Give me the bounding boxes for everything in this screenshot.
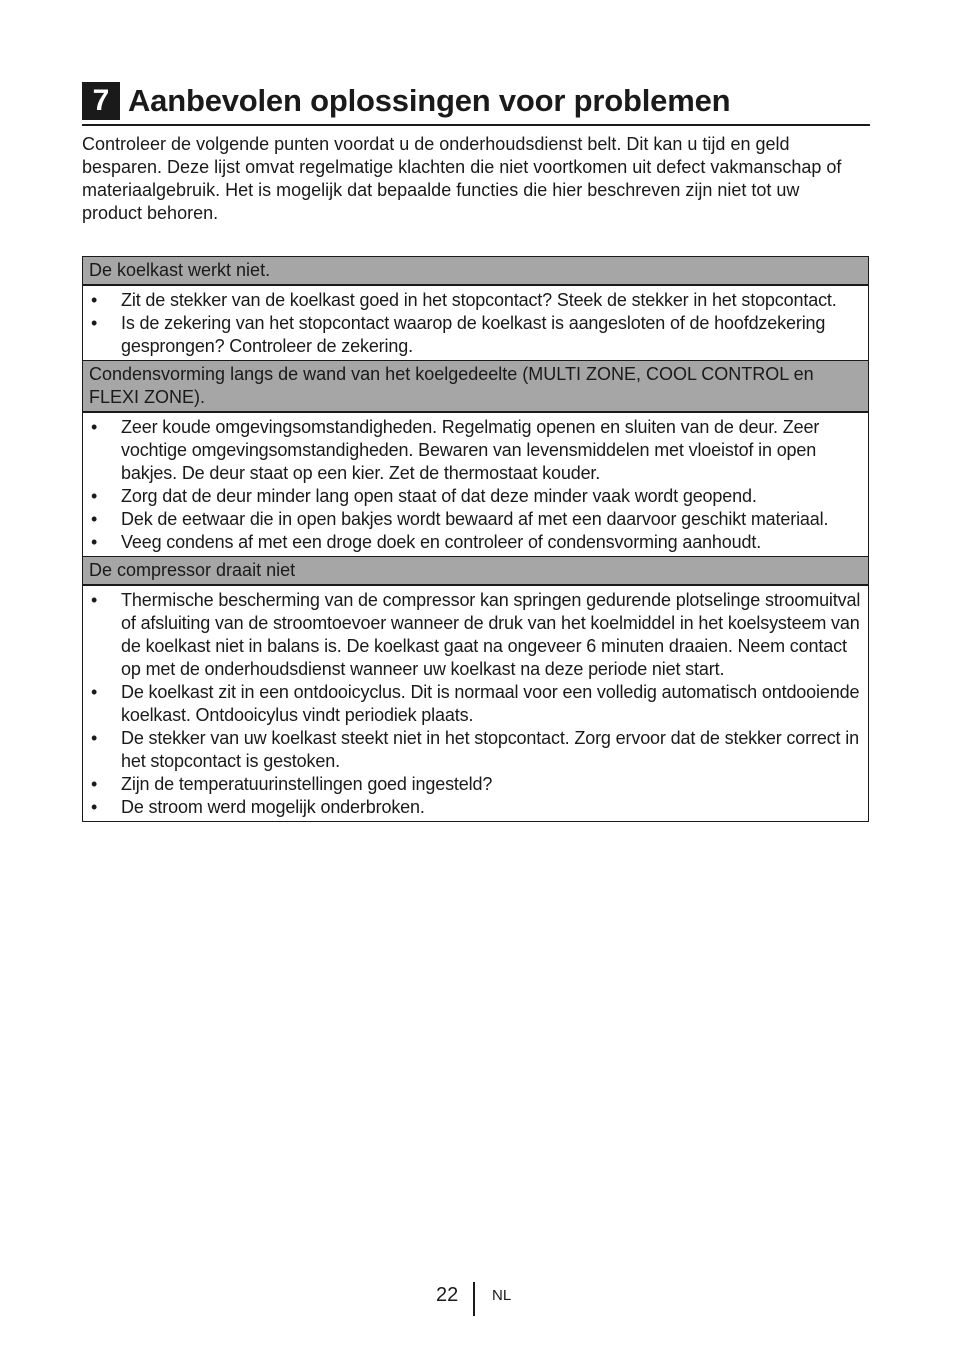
list-item-text: Zit de stekker van de koelkast goed in het stopcontact? Steek de stekker in het stopcontact. [121,290,837,310]
chapter-title: Aanbevolen oplossingen voor problemen [128,83,731,118]
bullet: • [91,728,98,748]
footer-divider [473,1282,475,1316]
list-item-text: Veeg condens af met een droge doek en controleer of condensvorming aanhoudt. [121,532,762,552]
list-item [89,312,862,358]
list-item [89,531,862,554]
list-item-text: Zeer koude omgevingsomstandigheden. Regelmatig openen en sluiten van de deur. Zeer vochtige omgevingsomstandigheden. Bewaren van levensmiddelen met vloeistof in open bakjes. De deur staat op een kier. Zet de thermostaat kouder. [121,417,820,483]
list-item [89,485,862,508]
list-item-text: Dek de eetwaar die in open bakjes wordt bewaard af met een daarvoor geschikt materiaal. [121,509,829,529]
bullet: • [91,590,98,610]
list-item [89,416,862,485]
bullet: • [91,313,98,333]
list-item-text: Zijn de temperatuurinstellingen goed ingesteld? [121,774,493,794]
list-item-text: Is de zekering van het stopcontact waarop de koelkast is aangesloten of de hoofdzekering gesprongen? Controleer de zekering. [121,313,826,356]
list-item [89,681,862,727]
list-item [89,289,862,312]
bullet: • [91,509,98,529]
page-content [82,80,870,225]
solution-list [83,413,868,557]
bullet: • [91,682,98,702]
bullet: • [91,486,98,506]
list-item [89,589,862,681]
chapter-heading [82,80,870,126]
list-item-text: Zorg dat de deur minder lang open staat of dat deze minder vaak wordt geopend. [121,486,757,506]
solution-list [83,286,868,361]
bullet: • [91,290,98,310]
problem-header: Condensvorming langs de wand van het koelgedeelte (MULTI ZONE, COOL CONTROL en FLEXI ZONE). [83,361,868,413]
problem-header: De compressor draait niet [83,557,868,586]
bullet: • [91,532,98,552]
list-item-text: De stroom werd mogelijk onderbroken. [121,797,425,817]
chapter-number: 7 [82,82,120,120]
bullet: • [91,797,98,817]
list-item [89,508,862,531]
bullet: • [91,774,98,794]
list-item-text: De koelkast zit in een ontdooicyclus. Dit is normaal voor een volledig automatisch ontdooiende koelkast. Ontdooicylus vindt periodiek plaats. [121,682,860,725]
troubleshooting-table [82,256,869,822]
bullet: • [91,417,98,437]
list-item [89,773,862,796]
list-item [89,796,862,819]
problem-header: De koelkast werkt niet. [83,257,868,286]
list-item-text: Thermische bescherming van de compressor kan springen gedurende plotselinge stroomuitval of afsluiting van de stroomtoevoer wanneer de druk van het koelmiddel in het koelsysteem van de koelkast niet in balans is. De koelkast gaat na ongeveer 6 minuten draaien. Neem contact op met de onderhoudsdienst wanneer uw koelkast na deze periode niet start. [121,590,861,679]
language-code: NL [492,1287,512,1304]
list-item-text: De stekker van uw koelkast steekt niet in het stopcontact. Zorg ervoor dat de stekker correct in het stopcontact is gestoken. [121,728,859,771]
page-footer [0,1282,954,1316]
solution-list [83,586,868,821]
intro-paragraph: Controleer de volgende punten voordat u de onderhoudsdienst belt. Dit kan u tijd en geld besparen. Deze lijst omvat regelmatige klachten die niet voortkomen uit defect vakmanschap of materiaalgebruik. Het is mogelijk dat bepaalde functies die hier beschreven zijn niet tot uw product behoren. [82,134,842,223]
page-number: 22 [436,1284,459,1306]
list-item [89,727,862,773]
